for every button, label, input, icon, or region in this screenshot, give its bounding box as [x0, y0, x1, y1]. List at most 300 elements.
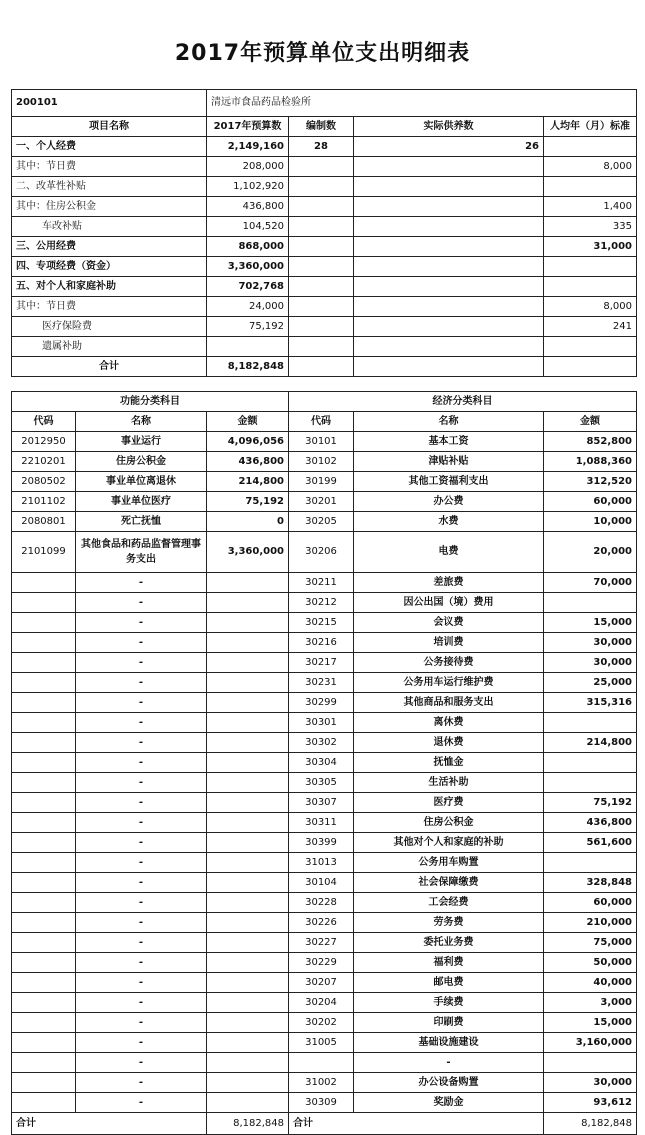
econ-amount: 328,848 — [544, 873, 637, 893]
func-code — [12, 633, 76, 653]
summary-budget: 208,000 — [207, 157, 289, 177]
func-code — [12, 1033, 76, 1053]
econ-code: 30399 — [289, 833, 354, 853]
summary-standard — [544, 337, 637, 357]
econ-amount — [544, 1053, 637, 1073]
econ-code: 30228 — [289, 893, 354, 913]
summary-staff — [289, 277, 354, 297]
summary-staff — [289, 337, 354, 357]
detail-row — [12, 873, 637, 893]
summary-staff — [289, 317, 354, 337]
econ-amount: 214,800 — [544, 733, 637, 753]
econ-amount: 20,000 — [544, 532, 637, 573]
func-code — [12, 593, 76, 613]
header-func-code: 代码 — [12, 412, 76, 432]
detail-row — [12, 993, 637, 1013]
econ-amount: 40,000 — [544, 973, 637, 993]
econ-code: 30207 — [289, 973, 354, 993]
header-econ-code: 代码 — [289, 412, 354, 432]
summary-standard: 8,000 — [544, 297, 637, 317]
summary-item-name: 其中：住房公积金 — [12, 197, 207, 217]
econ-code: 30301 — [289, 713, 354, 733]
func-name: - — [76, 673, 207, 693]
func-amount — [207, 713, 289, 733]
econ-amount: 315,316 — [544, 693, 637, 713]
func-name: 事业单位医疗 — [76, 492, 207, 512]
summary-standard: 1,400 — [544, 197, 637, 217]
econ-name: 培训费 — [354, 633, 544, 653]
econ-name: 退休费 — [354, 733, 544, 753]
summary-staff — [289, 157, 354, 177]
func-name: - — [76, 693, 207, 713]
summary-budget: 702,768 — [207, 277, 289, 297]
summary-item-name: 其中：节日费 — [12, 157, 207, 177]
summary-item-name: 三、公用经费 — [12, 237, 207, 257]
func-code — [12, 613, 76, 633]
summary-row — [12, 217, 637, 237]
summary-budget: 104,520 — [207, 217, 289, 237]
econ-name: 基础设施建设 — [354, 1033, 544, 1053]
func-name: - — [76, 953, 207, 973]
header-item-name: 项目名称 — [12, 117, 207, 137]
econ-code: 31013 — [289, 853, 354, 873]
summary-row — [12, 197, 637, 217]
func-code — [12, 853, 76, 873]
summary-actual — [354, 357, 544, 377]
econ-amount: 312,520 — [544, 472, 637, 492]
total-label-left: 合计 — [12, 1113, 207, 1135]
econ-amount: 75,000 — [544, 933, 637, 953]
detail-row — [12, 953, 637, 973]
func-name: - — [76, 713, 207, 733]
func-amount — [207, 653, 289, 673]
summary-standard: 335 — [544, 217, 637, 237]
econ-amount: 60,000 — [544, 492, 637, 512]
econ-amount — [544, 593, 637, 613]
header-func-amount: 金额 — [207, 412, 289, 432]
detail-row — [12, 933, 637, 953]
summary-staff — [289, 217, 354, 237]
func-amount — [207, 953, 289, 973]
func-amount — [207, 733, 289, 753]
econ-amount: 561,600 — [544, 833, 637, 853]
func-code — [12, 773, 76, 793]
unit-code: 200101 — [12, 90, 207, 117]
func-name: - — [76, 793, 207, 813]
econ-name: 抚恤金 — [354, 753, 544, 773]
func-amount — [207, 633, 289, 653]
total-row — [12, 1113, 637, 1135]
econ-name: 手续费 — [354, 993, 544, 1013]
page-title: 2017年预算单位支出明细表 — [174, 41, 471, 66]
detail-row — [12, 893, 637, 913]
summary-actual — [354, 277, 544, 297]
summary-staff — [289, 237, 354, 257]
econ-name: 住房公积金 — [354, 813, 544, 833]
func-name: - — [76, 733, 207, 753]
summary-budget: 24,000 — [207, 297, 289, 317]
summary-budget: 868,000 — [207, 237, 289, 257]
econ-code: 30204 — [289, 993, 354, 1013]
func-amount: 75,192 — [207, 492, 289, 512]
detail-row — [12, 573, 637, 593]
econ-amount: 10,000 — [544, 512, 637, 532]
summary-row — [12, 157, 637, 177]
func-name: 事业运行 — [76, 432, 207, 452]
header-budget: 2017年预算数 — [207, 117, 289, 137]
econ-name: 工会经费 — [354, 893, 544, 913]
total-label-right: 合计 — [289, 1113, 544, 1135]
econ-code: 30211 — [289, 573, 354, 593]
summary-row — [12, 297, 637, 317]
func-name: - — [76, 1093, 207, 1113]
summary-item-name: 五、对个人和家庭补助 — [12, 277, 207, 297]
econ-amount: 30,000 — [544, 1073, 637, 1093]
summary-item-name: 其中：节日费 — [12, 297, 207, 317]
func-name: 事业单位离退休 — [76, 472, 207, 492]
econ-code: 30199 — [289, 472, 354, 492]
total-amount-right: 8,182,848 — [544, 1113, 637, 1135]
detail-row — [12, 653, 637, 673]
econ-amount: 30,000 — [544, 633, 637, 653]
func-amount: 3,360,000 — [207, 532, 289, 573]
econ-amount: 30,000 — [544, 653, 637, 673]
summary-actual — [354, 217, 544, 237]
func-amount: 0 — [207, 512, 289, 532]
detail-row — [12, 793, 637, 813]
econ-code — [289, 1053, 354, 1073]
econ-name: 生活补助 — [354, 773, 544, 793]
summary-item-name: 遗属补助 — [12, 337, 207, 357]
econ-name: 差旅费 — [354, 573, 544, 593]
econ-name: 办公费 — [354, 492, 544, 512]
econ-amount: 70,000 — [544, 573, 637, 593]
detail-row — [12, 1073, 637, 1093]
summary-standard — [544, 257, 637, 277]
detail-row — [12, 1013, 637, 1033]
econ-name: 印刷费 — [354, 1013, 544, 1033]
econ-code: 30206 — [289, 532, 354, 573]
func-code — [12, 753, 76, 773]
func-code — [12, 673, 76, 693]
summary-actual — [354, 177, 544, 197]
detail-row — [12, 452, 637, 472]
detail-row — [12, 713, 637, 733]
func-amount: 214,800 — [207, 472, 289, 492]
econ-amount: 15,000 — [544, 1013, 637, 1033]
summary-row — [12, 237, 637, 257]
econ-amount: 3,000 — [544, 993, 637, 1013]
detail-row — [12, 973, 637, 993]
func-code: 2080502 — [12, 472, 76, 492]
func-amount — [207, 933, 289, 953]
detail-row — [12, 913, 637, 933]
func-code: 2210201 — [12, 452, 76, 472]
summary-budget: 75,192 — [207, 317, 289, 337]
econ-name: 社会保障缴费 — [354, 873, 544, 893]
econ-code: 30304 — [289, 753, 354, 773]
func-code — [12, 953, 76, 973]
summary-actual — [354, 197, 544, 217]
summary-item-name: 四、专项经费（资金） — [12, 257, 207, 277]
econ-amount: 25,000 — [544, 673, 637, 693]
econ-name: - — [354, 1053, 544, 1073]
func-code — [12, 893, 76, 913]
detail-row — [12, 1033, 637, 1053]
econ-name: 医疗费 — [354, 793, 544, 813]
econ-name: 其他工资福利支出 — [354, 472, 544, 492]
econ-code: 30227 — [289, 933, 354, 953]
func-code: 2101102 — [12, 492, 76, 512]
summary-standard: 241 — [544, 317, 637, 337]
summary-standard: 31,000 — [544, 237, 637, 257]
detail-row — [12, 853, 637, 873]
detail-row — [12, 492, 637, 512]
func-code: 2080801 — [12, 512, 76, 532]
func-amount — [207, 813, 289, 833]
econ-name: 其他对个人和家庭的补助 — [354, 833, 544, 853]
summary-actual — [354, 317, 544, 337]
detail-row — [12, 613, 637, 633]
header-func-name: 名称 — [76, 412, 207, 432]
econ-code: 30212 — [289, 593, 354, 613]
econ-amount — [544, 773, 637, 793]
func-amount — [207, 753, 289, 773]
func-name: - — [76, 633, 207, 653]
func-amount — [207, 973, 289, 993]
func-code: 2101099 — [12, 532, 76, 573]
econ-amount: 50,000 — [544, 953, 637, 973]
func-name: - — [76, 933, 207, 953]
econ-name: 电费 — [354, 532, 544, 573]
func-name: - — [76, 893, 207, 913]
summary-standard — [544, 277, 637, 297]
economic-section-title: 经济分类科目 — [289, 392, 637, 412]
summary-item-name: 二、改革性补贴 — [12, 177, 207, 197]
summary-budget: 3,360,000 — [207, 257, 289, 277]
econ-amount — [544, 713, 637, 733]
summary-row — [12, 357, 637, 377]
summary-actual — [354, 337, 544, 357]
summary-staff: 28 — [289, 137, 354, 157]
econ-amount: 3,160,000 — [544, 1033, 637, 1053]
econ-name: 委托业务费 — [354, 933, 544, 953]
econ-code: 30302 — [289, 733, 354, 753]
func-code — [12, 1053, 76, 1073]
summary-staff — [289, 257, 354, 277]
econ-code: 30202 — [289, 1013, 354, 1033]
func-code — [12, 693, 76, 713]
summary-actual: 26 — [354, 137, 544, 157]
econ-name: 水费 — [354, 512, 544, 532]
summary-row — [12, 337, 637, 357]
econ-code: 30216 — [289, 633, 354, 653]
func-amount — [207, 593, 289, 613]
econ-name: 基本工资 — [354, 432, 544, 452]
summary-staff — [289, 197, 354, 217]
econ-amount: 15,000 — [544, 613, 637, 633]
function-section-title: 功能分类科目 — [12, 392, 289, 412]
summary-budget: 436,800 — [207, 197, 289, 217]
func-amount: 436,800 — [207, 452, 289, 472]
summary-row — [12, 277, 637, 297]
summary-staff — [289, 177, 354, 197]
func-code — [12, 653, 76, 673]
func-code: 2012950 — [12, 432, 76, 452]
func-name: - — [76, 1073, 207, 1093]
unit-name: 清远市食品药品检验所 — [207, 90, 637, 117]
func-name: - — [76, 873, 207, 893]
func-code — [12, 813, 76, 833]
func-amount — [207, 573, 289, 593]
func-amount — [207, 673, 289, 693]
func-name: 住房公积金 — [76, 452, 207, 472]
summary-budget — [207, 337, 289, 357]
econ-name: 福利费 — [354, 953, 544, 973]
func-name: - — [76, 973, 207, 993]
func-amount — [207, 773, 289, 793]
header-standard: 人均年（月）标准 — [544, 117, 637, 137]
summary-item-name: 医疗保险费 — [12, 317, 207, 337]
func-code — [12, 973, 76, 993]
summary-item-name: 合计 — [12, 357, 207, 377]
func-name: - — [76, 773, 207, 793]
func-amount — [207, 913, 289, 933]
func-amount — [207, 833, 289, 853]
econ-code: 30205 — [289, 512, 354, 532]
func-amount — [207, 613, 289, 633]
summary-staff — [289, 297, 354, 317]
econ-amount: 75,192 — [544, 793, 637, 813]
econ-code: 30104 — [289, 873, 354, 893]
func-name: - — [76, 653, 207, 673]
func-code — [12, 833, 76, 853]
func-code — [12, 913, 76, 933]
func-name: - — [76, 753, 207, 773]
func-code — [12, 933, 76, 953]
econ-code: 30226 — [289, 913, 354, 933]
func-amount — [207, 853, 289, 873]
econ-name: 公务用车购置 — [354, 853, 544, 873]
func-amount — [207, 993, 289, 1013]
detail-row — [12, 1093, 637, 1113]
econ-code: 30311 — [289, 813, 354, 833]
detail-row — [12, 432, 637, 452]
func-code — [12, 873, 76, 893]
func-name: - — [76, 613, 207, 633]
func-amount — [207, 873, 289, 893]
func-name: - — [76, 1013, 207, 1033]
header-actual: 实际供养数 — [354, 117, 544, 137]
econ-code: 30309 — [289, 1093, 354, 1113]
detail-row — [12, 512, 637, 532]
func-amount — [207, 1093, 289, 1113]
func-amount — [207, 893, 289, 913]
detail-row — [12, 813, 637, 833]
econ-code: 30102 — [289, 452, 354, 472]
func-amount — [207, 1013, 289, 1033]
econ-name: 奖励金 — [354, 1093, 544, 1113]
func-code — [12, 1073, 76, 1093]
func-amount — [207, 1073, 289, 1093]
detail-row — [12, 693, 637, 713]
econ-code: 30101 — [289, 432, 354, 452]
econ-amount: 60,000 — [544, 893, 637, 913]
summary-standard — [544, 357, 637, 377]
header-econ-amount: 金额 — [544, 412, 637, 432]
econ-name: 邮电费 — [354, 973, 544, 993]
func-name: - — [76, 593, 207, 613]
econ-name: 办公设备购置 — [354, 1073, 544, 1093]
func-name: - — [76, 813, 207, 833]
summary-row — [12, 177, 637, 197]
econ-code: 30229 — [289, 953, 354, 973]
func-code — [12, 713, 76, 733]
func-name: - — [76, 1033, 207, 1053]
econ-code: 31005 — [289, 1033, 354, 1053]
detail-row — [12, 472, 637, 492]
econ-code: 30305 — [289, 773, 354, 793]
summary-budget: 8,182,848 — [207, 357, 289, 377]
econ-name: 会议费 — [354, 613, 544, 633]
econ-amount: 1,088,360 — [544, 452, 637, 472]
econ-name: 其他商品和服务支出 — [354, 693, 544, 713]
summary-row — [12, 137, 637, 157]
summary-actual — [354, 157, 544, 177]
summary-staff — [289, 357, 354, 377]
func-amount — [207, 793, 289, 813]
econ-name: 公务用车运行维护费 — [354, 673, 544, 693]
econ-amount — [544, 753, 637, 773]
econ-amount: 436,800 — [544, 813, 637, 833]
detail-row — [12, 532, 637, 573]
func-name: - — [76, 573, 207, 593]
func-code — [12, 993, 76, 1013]
func-name: 死亡抚恤 — [76, 512, 207, 532]
econ-name: 津贴补贴 — [354, 452, 544, 472]
econ-name: 因公出国（境）费用 — [354, 593, 544, 613]
detail-row — [12, 833, 637, 853]
summary-item-name: 一、个人经费 — [12, 137, 207, 157]
func-code — [12, 1013, 76, 1033]
econ-code: 30217 — [289, 653, 354, 673]
func-code — [12, 573, 76, 593]
func-name: - — [76, 993, 207, 1013]
summary-actual — [354, 297, 544, 317]
total-amount-left: 8,182,848 — [207, 1113, 289, 1135]
summary-budget: 1,102,920 — [207, 177, 289, 197]
econ-amount: 852,800 — [544, 432, 637, 452]
econ-code: 30201 — [289, 492, 354, 512]
econ-name: 劳务费 — [354, 913, 544, 933]
detail-row — [12, 633, 637, 653]
func-amount — [207, 1053, 289, 1073]
summary-row — [12, 257, 637, 277]
func-name: - — [76, 833, 207, 853]
summary-budget: 2,149,160 — [207, 137, 289, 157]
summary-standard — [544, 137, 637, 157]
econ-amount: 210,000 — [544, 913, 637, 933]
econ-code: 30299 — [289, 693, 354, 713]
detail-row — [12, 753, 637, 773]
summary-table — [11, 89, 637, 377]
econ-code: 31002 — [289, 1073, 354, 1093]
func-name: 其他食品和药品监督管理事务支出 — [76, 532, 207, 573]
summary-row — [12, 317, 637, 337]
func-name: - — [76, 1053, 207, 1073]
header-econ-name: 名称 — [354, 412, 544, 432]
summary-item-name: 车改补贴 — [12, 217, 207, 237]
